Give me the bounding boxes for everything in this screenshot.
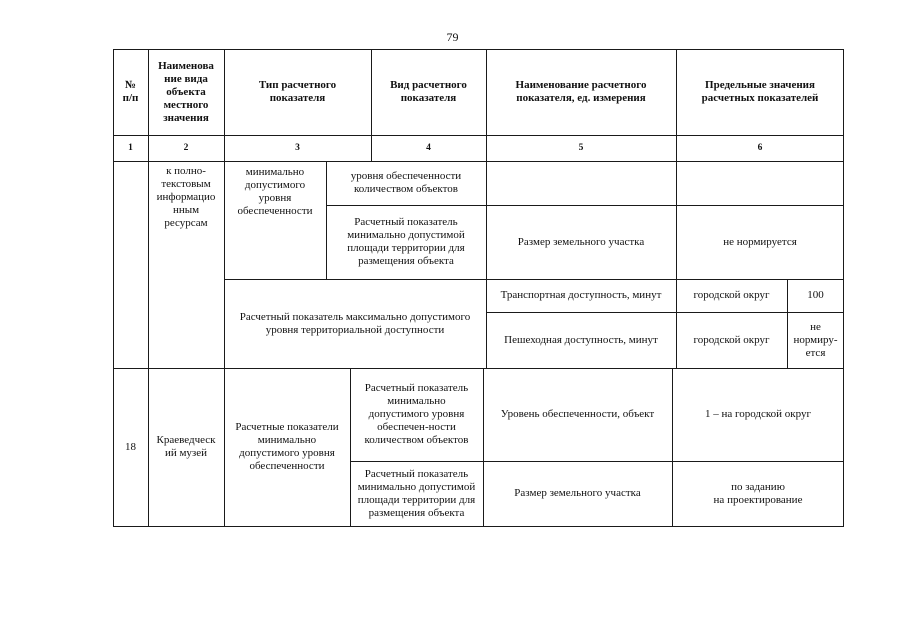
limit-value-area: по заданию на проектирование	[713, 480, 803, 506]
header-indicator-name: Наименование расчетного показателя, ед. измерения	[515, 79, 647, 104]
indicator-kind-count: уровня обеспеченности количеством объектов	[350, 170, 462, 195]
column-number: 5	[578, 142, 584, 153]
table-border-bottom	[113, 526, 844, 527]
limit-value-walk: не нормиру- ется	[793, 320, 838, 359]
row-number: 18	[125, 440, 136, 453]
indicator-kind-count: Расчетный показатель минимально допустимого уровня обеспечен-ности количеством объектов	[364, 382, 469, 446]
header-number: № п/п	[122, 79, 139, 104]
limit-value-area: не нормируется	[723, 235, 797, 248]
indicator-type-min: минимально допустимого уровня обеспеченности	[237, 166, 313, 217]
header-indicator-kind: Вид расчетного показателя	[390, 79, 467, 104]
limit-value-transport: 100	[807, 289, 824, 301]
header-limit-values: Предельные значения расчетных показателей	[701, 79, 819, 104]
indicator-type-min: Расчетные показатели минимально допустимого уровня обеспеченности	[235, 421, 339, 472]
standards-table	[113, 49, 844, 527]
limit-scope-walk: городской округ	[693, 333, 770, 346]
header-object-type: Наименова ние вида объекта местного значения	[158, 59, 214, 124]
header-indicator-type: Тип расчетного показателя	[258, 79, 337, 104]
indicator-name-count: Уровень обеспеченности, объект	[500, 408, 655, 420]
indicator-name-area: Размер земельного участка	[517, 235, 645, 248]
limit-scope-transport: городской округ	[693, 289, 770, 301]
object-name-library: к полно- текстовым информацио нным ресурсам	[156, 165, 216, 229]
indicator-kind-area: Расчетный показатель минимально допустимой площади территории для размещения объекта	[357, 467, 476, 519]
column-number: 1	[128, 142, 133, 153]
column-number: 6	[757, 142, 763, 153]
indicator-name-walk: Пешеходная доступность, минут	[504, 333, 658, 346]
limit-value-count: 1 – на городской округ	[704, 408, 812, 420]
page-number: 79	[446, 30, 459, 44]
indicator-type-max: Расчетный показатель максимально допустимого уровня территориальной доступности	[239, 310, 471, 336]
indicator-name-transport: Транспортная доступность, минут	[500, 289, 662, 301]
column-number: 4	[426, 142, 431, 153]
indicator-name-area: Размер земельного участка	[514, 487, 641, 499]
column-number: 2	[183, 142, 189, 153]
indicator-kind-area: Расчетный показатель минимально допустимой площади территории для размещения объекта	[347, 216, 465, 267]
object-name-museum: Краеведческ ий музей	[156, 434, 216, 459]
column-number: 3	[295, 142, 300, 153]
